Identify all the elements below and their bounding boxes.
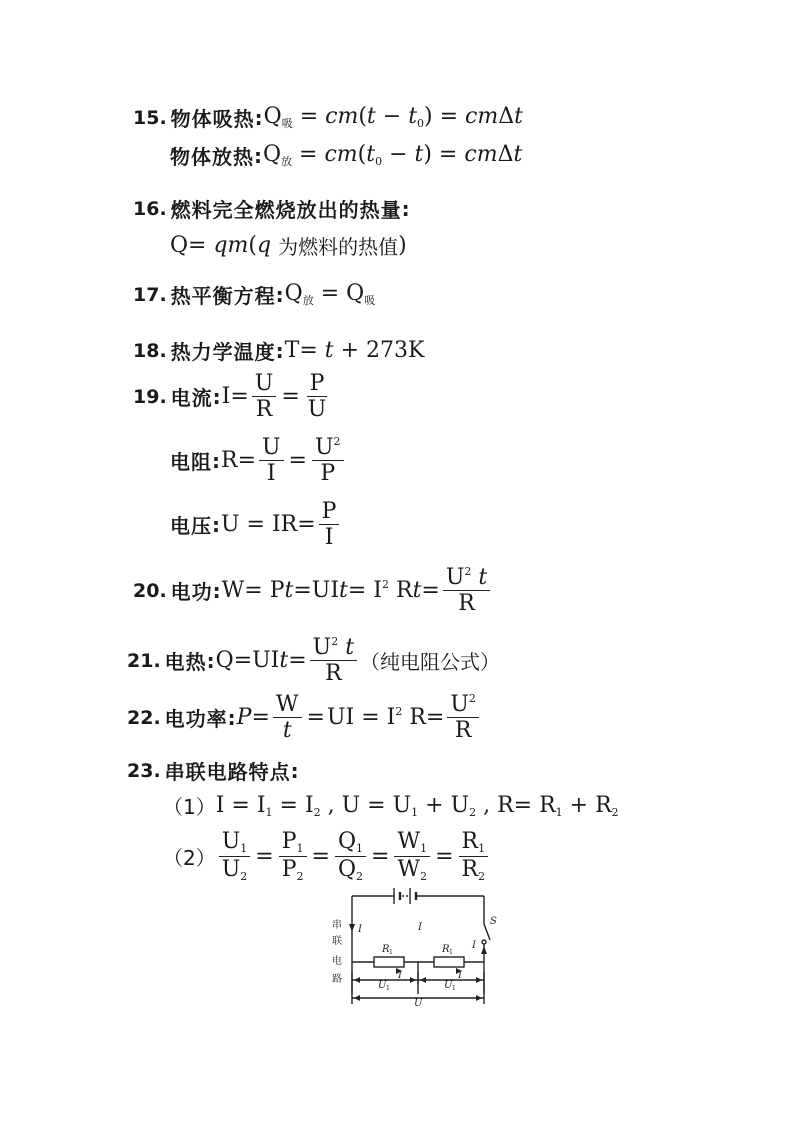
- formula-23-title: 23. 串联电路特点 :: [127, 756, 300, 785]
- item-number: 23.: [127, 759, 161, 782]
- formula-19-current: 19. 电流 : I= $\frac{U}{R}$ = $\frac{P}{U}$: [133, 372, 332, 421]
- item-number: 22.: [127, 706, 161, 729]
- item-title: 燃料完全燃烧放出的热量: [170, 198, 402, 222]
- circuit-side-label: 串: [332, 920, 342, 931]
- formula-23-item-1: （1） $I = I_1 = I_2$ , $U = U_1 + U_2$ , $R= R_1 + R_2$: [163, 792, 619, 819]
- item-number: 16.: [133, 197, 167, 220]
- item-number: 20.: [133, 579, 167, 602]
- item-number: 19.: [133, 385, 167, 408]
- fraction: $\frac{R_1}{R_2}$: [459, 830, 489, 882]
- formula-20: 20. 电功 : $W= Pt=UIt= I^2$ Rt= $\frac{U^2 t}{R}$: [133, 566, 493, 615]
- equation: $Q_放 = cm(t_0 - t) = cm\Delta t$: [263, 142, 523, 168]
- formula-15-release: 物体放热 : $Q_放 = cm(t_0 - t) = cm\Delta t$: [170, 142, 523, 169]
- formula-15-absorb: 15. 物体吸热 : $Q_吸 = cm(t - t_0) = cm\Delta t$: [133, 104, 523, 131]
- formula-18: 18. 热力学温度 : T= t + 273K: [133, 338, 425, 364]
- circuit-side-label: 路: [332, 974, 342, 985]
- equation-note: 为燃料的热值: [278, 235, 399, 259]
- fraction: $\frac{U^2}{P}$: [312, 436, 344, 485]
- item-title: 电热: [164, 650, 207, 675]
- item-title: 电流: [170, 386, 213, 411]
- fraction: $\frac{U^2}{R}$: [447, 693, 479, 742]
- fraction: $\frac{P}{U}$: [307, 371, 327, 423]
- svg-text:1: 1: [452, 985, 456, 992]
- series-circuit-diagram: [330, 884, 510, 1010]
- item-title: 物体吸热: [170, 107, 255, 131]
- svg-text:1: 1: [386, 985, 390, 992]
- item-number: 15.: [133, 106, 167, 129]
- fraction: $\frac{Q_1}{Q_2}$: [335, 830, 366, 882]
- formula-22: 22. 电功率 : P= $\frac{W}{t}$ = UI = $I^2$ R= $\frac{U^2}{R}$: [127, 693, 482, 742]
- fraction: $\frac{U}{R}$: [252, 372, 277, 421]
- fraction: $\frac{P_1}{P_2}$: [279, 830, 307, 882]
- voltage-label: U: [378, 980, 387, 991]
- resistor-label: R: [382, 944, 390, 955]
- formula-17: 17. 热平衡方程 : $Q_放 = Q_吸$: [133, 281, 376, 308]
- switch-label: S: [490, 916, 497, 927]
- fraction: $\frac{U^2 t}{R}$: [443, 566, 490, 615]
- item-number: 21.: [127, 649, 161, 672]
- formula-16-equation: Q= qm(q 为燃料的热值 ): [170, 233, 407, 259]
- item-index: （2）: [163, 845, 216, 870]
- formula-19-voltage: 电压 : U = IR= $\frac{P}{I}$: [170, 500, 342, 549]
- item-title: 电功: [170, 580, 213, 605]
- svg-text:1: 1: [449, 949, 453, 956]
- resistor-label: R: [442, 944, 450, 955]
- equation: $Q_吸 = cm(t - t_0) = cm\Delta t$: [263, 104, 523, 130]
- equation: T= t + 273K: [284, 338, 425, 363]
- item-title: 电阻: [170, 450, 212, 475]
- equation: $Q_放 = Q_吸$: [284, 281, 376, 307]
- item-number: 18.: [133, 339, 167, 362]
- item-title: 热力学温度: [170, 340, 276, 364]
- formula-19-resistance: 电阻 : R= $\frac{U}{I}$ = $\frac{U^2}{P}$: [170, 436, 347, 485]
- current-label: I: [418, 922, 422, 933]
- voltage-label: U: [444, 980, 453, 991]
- circuit-side-label: 联: [332, 936, 342, 947]
- equation-note: （纯电阻公式）: [360, 650, 501, 675]
- item-title: 电压: [170, 514, 212, 539]
- item-index: （1）: [163, 795, 216, 819]
- item-title: 热平衡方程: [170, 284, 276, 308]
- item-title: 电功率: [164, 707, 228, 732]
- fraction: $\frac{U}{I}$: [259, 436, 284, 485]
- item-title: 物体放热: [170, 145, 254, 169]
- formula-16-title: 16. 燃料完全燃烧放出的热量 :: [133, 194, 411, 223]
- item-number: 17.: [133, 283, 167, 306]
- fraction: $\frac{W_1}{W_2}$: [394, 830, 430, 882]
- svg-text:1: 1: [389, 949, 393, 956]
- current-label: I: [458, 970, 462, 981]
- fraction: $\frac{P}{I}$: [319, 500, 340, 549]
- formula-21: 21. 电热 : Q=UIt= $\frac{U^2 t}{R}$ （纯电阻公式）: [127, 635, 501, 687]
- current-label: I: [472, 940, 476, 951]
- circuit-side-label: 电: [332, 956, 342, 967]
- current-label: I: [358, 924, 362, 935]
- fraction: $\frac{U_1}{U_2}$: [219, 830, 251, 882]
- fraction: $\frac{U^2 t}{R}$: [310, 636, 357, 685]
- current-label: I: [398, 970, 402, 981]
- fraction: $\frac{W}{t}$: [273, 693, 302, 742]
- equation: Q= qm(q: [170, 233, 272, 258]
- voltage-label: U: [414, 998, 423, 1009]
- formula-23-item-2: （2） $\frac{U_1}{U_2}$ = $\frac{P_1}{P_2}$ = $\frac{Q_1}{Q_2}$ = $\frac{W_1}{W_2}$ = $\frac{R_1}{R_2}$: [163, 830, 491, 882]
- item-title: 串联电路特点: [164, 760, 291, 784]
